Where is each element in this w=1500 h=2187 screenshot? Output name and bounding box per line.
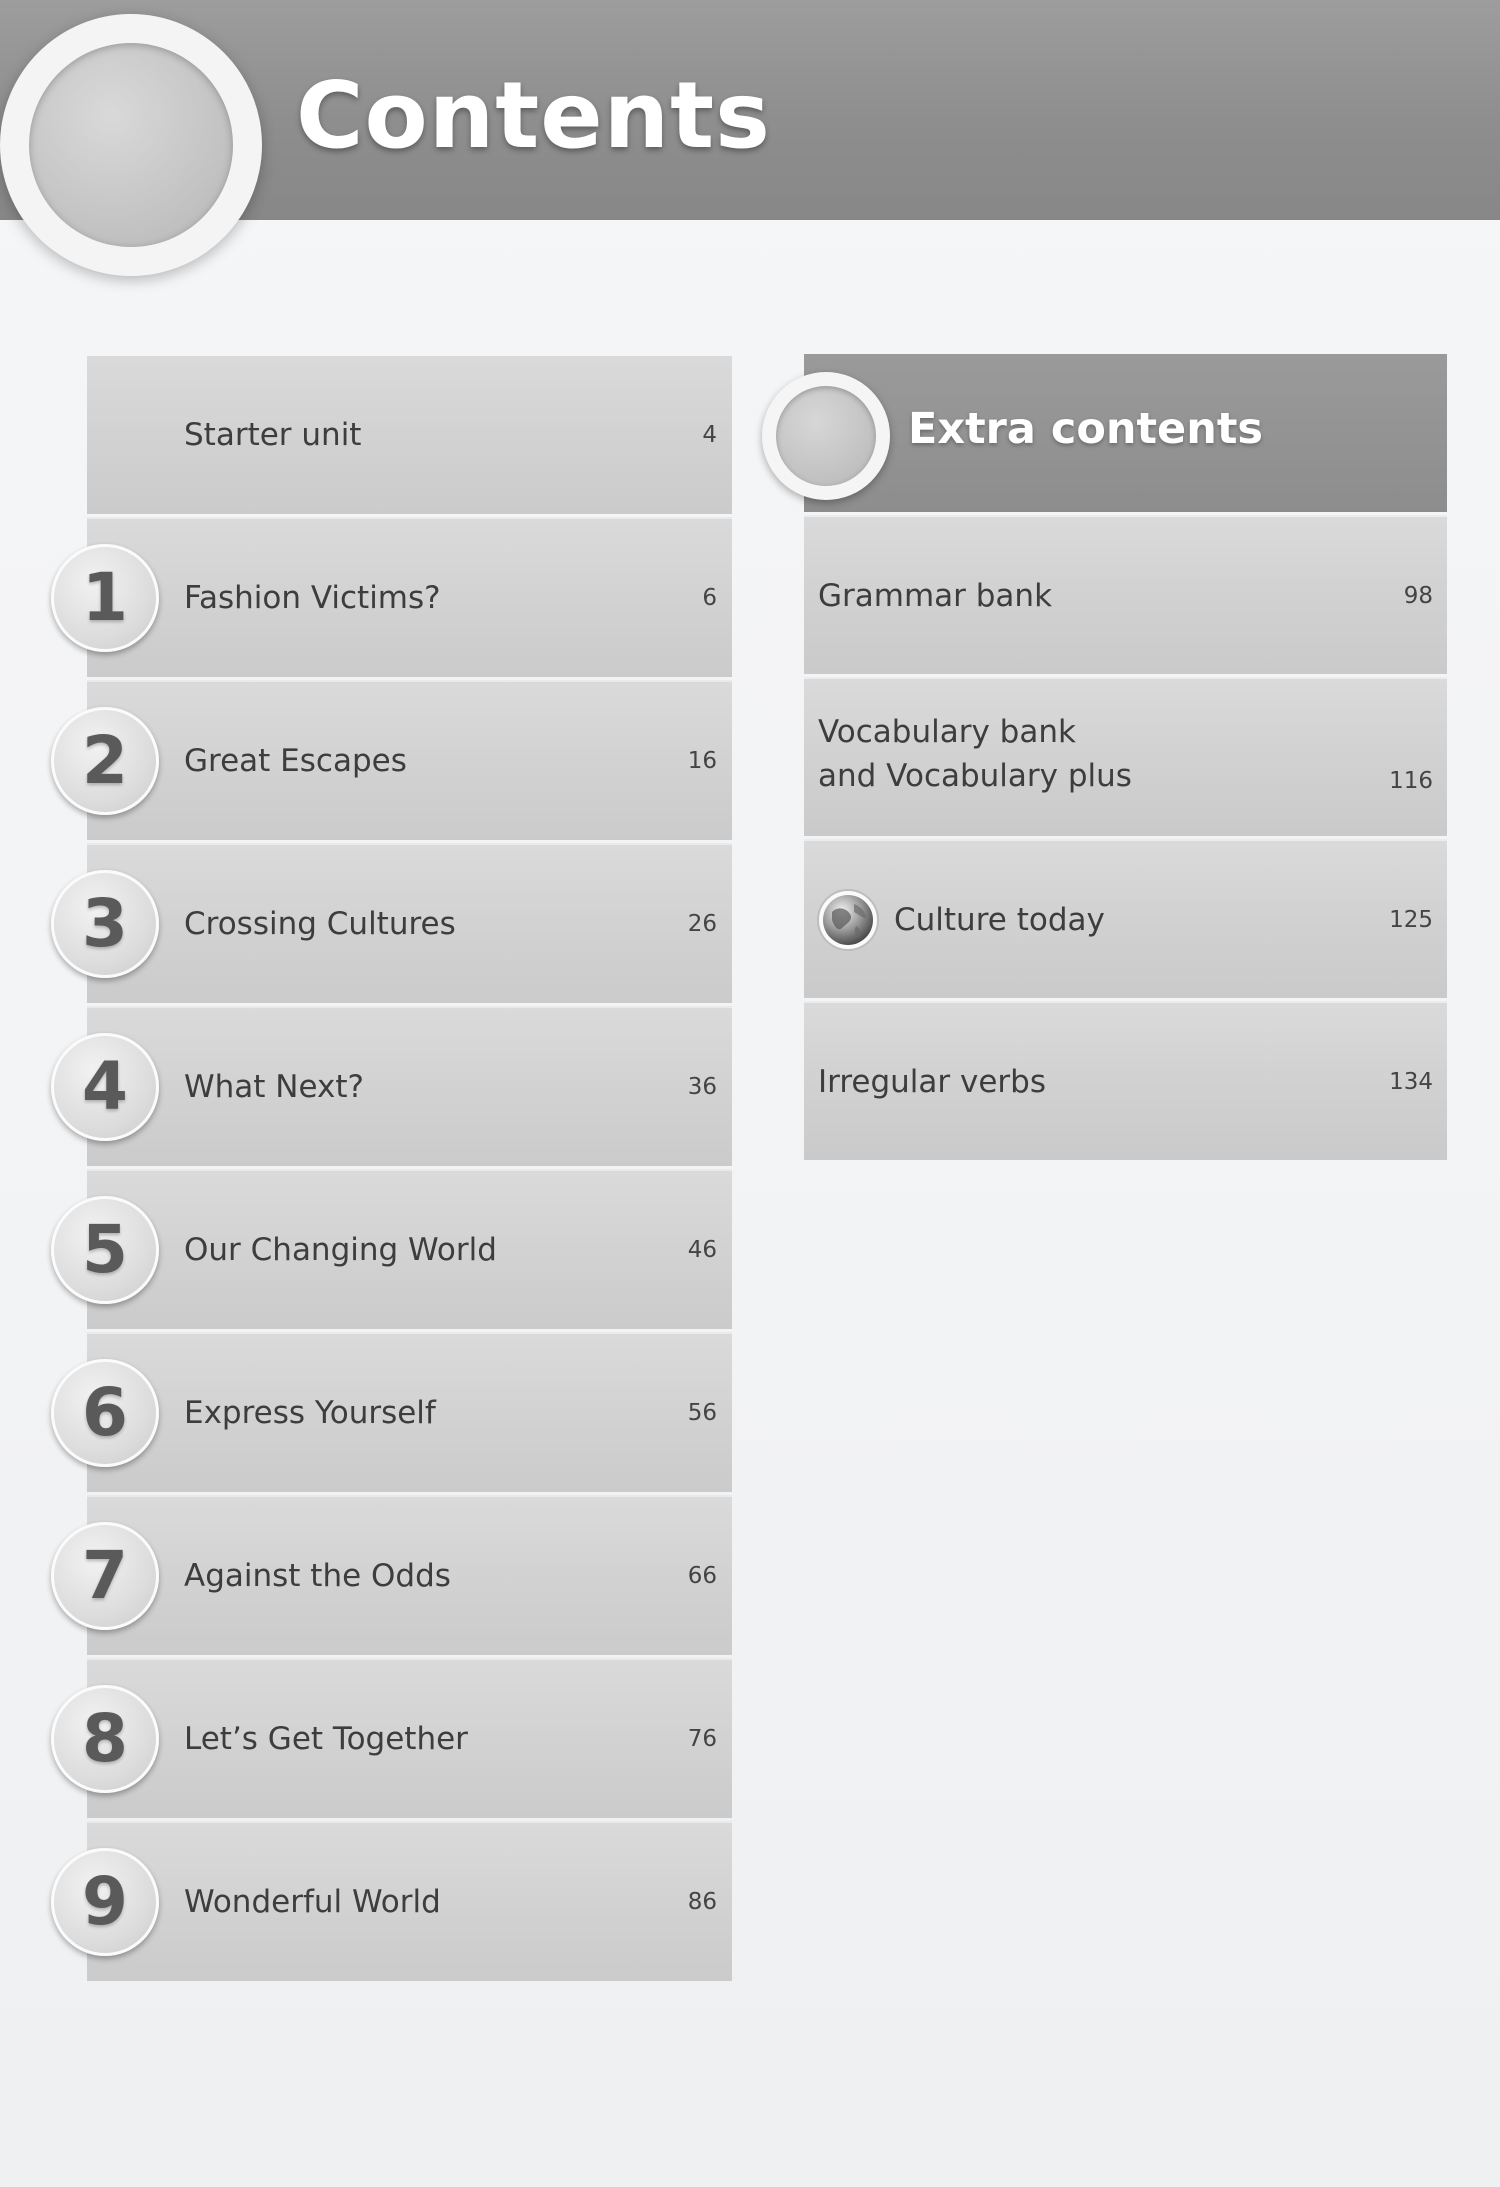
unit-page-number: 56 — [687, 1400, 717, 1426]
units-list — [82, 356, 732, 1984]
unit-row-7[interactable] — [82, 1495, 732, 1655]
unit-number: 6 — [82, 1374, 128, 1451]
extra-row-grammar-bank[interactable] — [804, 515, 1447, 674]
extra-label-line-2: and Vocabulary plus — [818, 757, 1132, 794]
extra-contents-header — [804, 354, 1447, 512]
extra-label-line-1: Vocabulary bank — [818, 714, 1076, 751]
unit-label: Wonderful World — [184, 1884, 441, 1920]
extra-label: Culture today — [894, 901, 1105, 938]
globe-icon — [816, 888, 880, 952]
unit-label: Starter unit — [184, 417, 362, 453]
unit-row-8[interactable] — [82, 1658, 732, 1818]
unit-number: 9 — [82, 1863, 128, 1940]
unit-page-number: 26 — [687, 911, 717, 937]
unit-row-9[interactable] — [82, 1821, 732, 1981]
unit-number: 8 — [82, 1700, 128, 1777]
extra-circle-inner-decoration — [776, 386, 876, 486]
unit-number-badge — [51, 1848, 159, 1956]
extra-label: Irregular verbs — [818, 1063, 1047, 1100]
unit-page-number: 46 — [687, 1237, 717, 1263]
unit-label: Express Yourself — [184, 1395, 436, 1431]
unit-label: What Next? — [184, 1069, 364, 1105]
unit-number: 2 — [82, 722, 128, 799]
unit-number: 3 — [82, 885, 128, 962]
unit-label: Let’s Get Together — [184, 1721, 468, 1757]
unit-label: Fashion Victims? — [184, 580, 441, 616]
extra-contents-title: Extra contents — [908, 404, 1263, 454]
unit-label: Against the Odds — [184, 1558, 451, 1594]
extra-page-number: 116 — [1389, 768, 1433, 794]
unit-row-6[interactable] — [82, 1332, 732, 1492]
unit-row-1[interactable] — [82, 517, 732, 677]
unit-page-number: 86 — [687, 1889, 717, 1915]
unit-number-badge — [51, 1033, 159, 1141]
unit-number-badge — [51, 870, 159, 978]
unit-row-starter[interactable] — [87, 356, 732, 514]
unit-number-badge — [51, 1685, 159, 1793]
unit-page-number: 76 — [687, 1726, 717, 1752]
unit-number: 5 — [82, 1211, 128, 1288]
extra-label: Grammar bank — [818, 577, 1053, 614]
unit-number: 1 — [82, 559, 128, 636]
extra-page-number: 134 — [1389, 1068, 1433, 1095]
unit-page-number: 6 — [702, 585, 717, 611]
extra-contents-panel — [804, 354, 1447, 1160]
unit-number-badge — [51, 1359, 159, 1467]
extra-row-irregular-verbs[interactable] — [804, 1001, 1447, 1160]
extra-page-number: 125 — [1389, 906, 1433, 933]
unit-page-number: 4 — [702, 422, 717, 448]
unit-number-badge — [51, 1522, 159, 1630]
unit-row-2[interactable] — [82, 680, 732, 840]
unit-page-number: 36 — [687, 1074, 717, 1100]
unit-row-5[interactable] — [82, 1169, 732, 1329]
unit-number: 4 — [82, 1048, 128, 1125]
unit-number-badge — [51, 707, 159, 815]
unit-label: Great Escapes — [184, 743, 407, 779]
extra-row-culture-today[interactable] — [804, 839, 1447, 998]
extra-row-vocabulary-bank[interactable] — [804, 677, 1447, 836]
unit-label: Our Changing World — [184, 1232, 497, 1268]
unit-page-number: 16 — [687, 748, 717, 774]
unit-label: Crossing Cultures — [184, 906, 456, 942]
unit-row-3[interactable] — [82, 843, 732, 1003]
header-circle-inner-decoration — [29, 43, 233, 247]
extra-page-number: 98 — [1403, 582, 1433, 609]
unit-number: 7 — [82, 1537, 128, 1614]
extra-label — [818, 711, 1132, 798]
unit-row-4[interactable] — [82, 1006, 732, 1166]
unit-number-badge — [51, 544, 159, 652]
unit-number-badge — [51, 1196, 159, 1304]
unit-page-number: 66 — [687, 1563, 717, 1589]
page-title: Contents — [296, 62, 771, 169]
